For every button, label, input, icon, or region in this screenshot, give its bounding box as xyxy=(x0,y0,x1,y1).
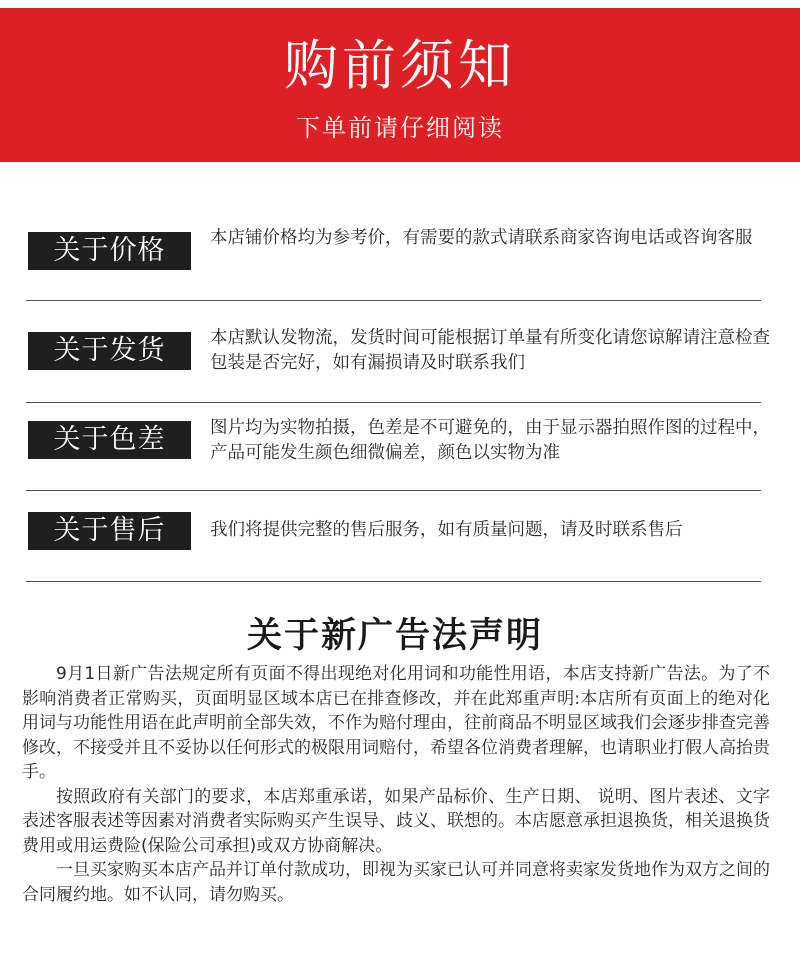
divider xyxy=(26,402,761,403)
notice-body xyxy=(22,662,770,907)
header-banner xyxy=(0,8,800,162)
page-title: 购前须知 xyxy=(284,34,516,97)
section-text: 我们将提供完整的售后服务，如有质量问题，请及时联系售后 xyxy=(210,520,683,540)
divider xyxy=(26,300,761,301)
notice-paragraph: 按照政府有关部门的要求，本店郑重承诺，如果产品标价、生产日期、 说明、图片表述、文字表述客服表述等因素对消费者实际购买产生误导、歧义、联想的。本店愿意承担退换货，相关退换货费用或用运费险(保险公司承担)或双方协商解决。 xyxy=(22,786,770,856)
notice-paragraph: 一旦买家购买本店产品并订单付款成功，即视为买家已认可并同意将卖家发货地作为双方之间的合同履约地。如不认同，请勿购买。 xyxy=(22,860,770,905)
notice-paragraph: 9月1日新广告法规定所有页面不得出现绝对化用词和功能性用语，本店支持新广告法。为了不影响消费者正常购买，页面明显区域本店已在排查修改，并在此郑重声明:本店所有页面上的绝对化用词与功能性用语在此声明前全部失效，不作为赔付理由，往前商品不明显区域我们会逐步排查完善修改，不接受并且不妥协以任何形式的极限用词赔付，希望各位消费者理解，也请职业打假人高抬贵手。 xyxy=(22,664,770,782)
section-label: 关于价格 xyxy=(28,232,191,270)
page-subtitle: 下单前请仔细阅读 xyxy=(296,114,504,142)
divider xyxy=(26,581,761,582)
section-label: 关于售后 xyxy=(28,512,191,550)
section-text: 本店铺价格均为参考价，有需要的款式请联系商家咨询电话或咨询客服 xyxy=(210,228,753,248)
section-label: 关于发货 xyxy=(28,332,191,370)
section-text: 本店默认发物流，发货时间可能根据订单量有所变化请您谅解请注意检查包装是否完好，如有漏损请及时联系我们 xyxy=(210,328,770,373)
section-text: 图片均为实物拍摄，色差是不可避免的，由于显示器拍照作图的过程中，产品可能发生颜色细微偏差，颜色以实物为准 xyxy=(210,418,770,463)
section-label: 关于色差 xyxy=(28,421,191,459)
divider xyxy=(26,490,761,491)
notice-title: 关于新广告法声明 xyxy=(246,616,543,656)
